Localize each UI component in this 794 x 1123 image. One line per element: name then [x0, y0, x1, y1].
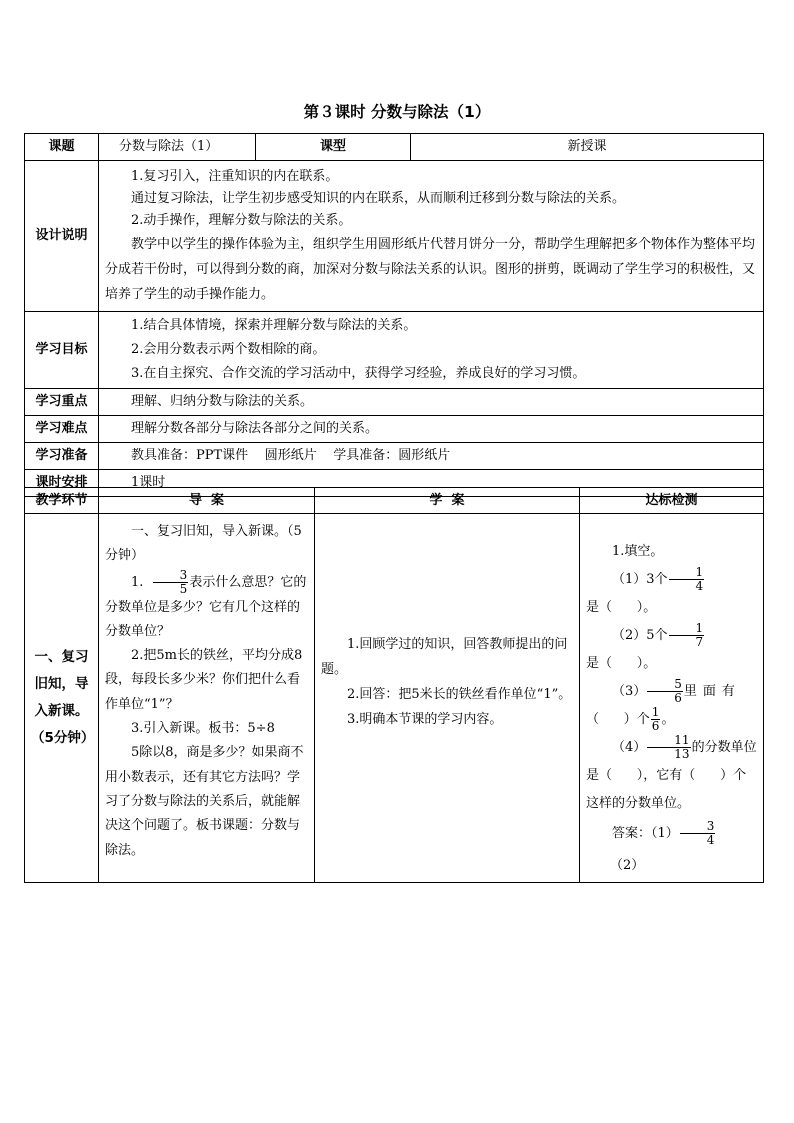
fraction-3-4 — [680, 820, 716, 847]
stage1-study — [315, 514, 580, 883]
prep-label: 学习准备 — [25, 443, 99, 470]
study-line: 3.明确本节课的学习内容。 — [347, 712, 503, 727]
lesson-info-table — [24, 133, 764, 497]
design-label: 设计说明 — [25, 161, 99, 312]
fraction-1-7 — [669, 622, 705, 649]
guide-p3: 2.把5m长的铁丝，平均分成8段，每段长多少米？你们把什么看作单位“1”？ — [105, 648, 303, 712]
guide-p2 — [105, 569, 308, 645]
guide-p2-suffix: 表示什么意思？它的分数单位是多少？它有几个这样的分数单位？ — [105, 574, 307, 639]
check-q1 — [586, 566, 757, 622]
numerator: 3 — [153, 569, 189, 583]
check-q3-cont — [586, 706, 757, 734]
q4-text: （4） — [612, 740, 647, 755]
q3-text: （3） — [612, 684, 647, 699]
col-guide-header: 导 案 — [99, 488, 315, 514]
teaching-process-table — [24, 487, 764, 883]
keti-label: 课题 — [25, 134, 99, 161]
study-line: 2.回答：把5米长的铁丝看作单位“1”。 — [347, 687, 572, 702]
fraction-3-5 — [153, 569, 189, 596]
guide-p5: 5除以8，商是多少？如果商不用小数表示，还有其它方法吗？学习了分数与除法的关系后，就能解决这个问题了。板书课题：分数与除法。 — [105, 745, 304, 858]
q3-end: 。 — [661, 712, 675, 727]
page-title: 第３课时 分数与除法（1） — [303, 103, 491, 121]
q3-blank: （ ）个 — [586, 712, 650, 727]
denominator: 4 — [695, 579, 704, 593]
design-line: 教学中以学生的操作体验为主，组织学生用圆形纸片代替月饼分一分，帮助学生理解把多个物体作为整体平均分成若干份时，可以得到分数的商，加深对分数与除法关系的认识。图形的拼剪，既调动了学生学习的积极性，又培养了学生的动手操作能力。 — [105, 236, 756, 302]
denominator: 6 — [651, 719, 660, 733]
q2-blank: 是（ ）。 — [586, 656, 657, 671]
numerator: 11 — [647, 734, 690, 748]
fraction-1-6 — [651, 706, 661, 733]
check-q2 — [586, 622, 757, 678]
denominator: 7 — [695, 635, 704, 649]
schedule-value: 1课时 — [99, 470, 764, 497]
denominator: 13 — [674, 747, 690, 761]
guide-p4: 3.引入新课。板书：5÷8 — [131, 721, 275, 737]
schedule-label: 课时安排 — [25, 470, 99, 497]
goals-label: 学习目标 — [25, 312, 99, 389]
goal-line: 2.会用分数表示两个数相除的商。 — [131, 342, 326, 357]
guide-p1: 一、复习旧知，导入新课。（5分钟） — [105, 524, 302, 564]
design-content — [99, 161, 764, 312]
q1-blank: 是（ ）。 — [586, 600, 657, 615]
goal-line: 3.在自主探究、合作交流的学习活动中，获得学习经验，养成良好的学习习惯。 — [131, 366, 586, 381]
kexing-label: 课型 — [256, 134, 411, 161]
col-stage-header: 教学环节 — [25, 488, 99, 514]
check-q4 — [586, 734, 757, 818]
q2-text: （2）5个 — [612, 628, 668, 643]
q3-text-mid: 里面有 — [683, 684, 741, 699]
check-answer — [586, 818, 757, 882]
q1-text: （1）3个 — [612, 572, 668, 587]
stage1-name: 一、复习旧知，导入新课。（5分钟） — [25, 514, 99, 883]
answer-2: （2） — [610, 858, 645, 873]
denominator: 5 — [179, 581, 188, 596]
fraction-5-6 — [647, 678, 683, 705]
difficulty-value: 理解分数各部分与除法各部分之间的关系。 — [99, 416, 764, 443]
prep-value: 教具准备：PPT课件 圆形纸片 学具准备：圆形纸片 — [99, 443, 764, 470]
design-line: 1.复习引入，注重知识的内在联系。 — [131, 168, 339, 184]
numerator: 1 — [669, 566, 705, 580]
numerator: 5 — [647, 678, 683, 692]
goal-line: 1.结合具体情境，探索并理解分数与除法的关系。 — [131, 318, 417, 333]
check-q3 — [586, 678, 757, 706]
design-line: 2.动手操作，理解分数与除法的关系。 — [131, 212, 352, 228]
col-study-header: 学 案 — [315, 488, 580, 514]
stage1-guide — [99, 514, 315, 883]
design-line: 通过复习除法，让学生初步感受知识的内在联系，从而顺利迁移到分数与除法的关系。 — [131, 190, 626, 206]
numerator: 1 — [669, 622, 705, 636]
answer-label: 答案：（1） — [612, 826, 679, 841]
q4-blank: 的分数单位是（ ），它有（ ）个这样的分数单位。 — [586, 740, 757, 811]
stage1-check — [580, 514, 764, 883]
keypoint-value: 理解、归纳分数与除法的关系。 — [99, 389, 764, 416]
check-intro: 1.填空。 — [612, 544, 664, 559]
study-line: 1.回顾学过的知识，回答教师提出的问题。 — [321, 637, 568, 677]
col-check-header: 达标检测 — [580, 488, 764, 514]
fraction-1-4 — [669, 566, 705, 593]
guide-p2-prefix: 1. — [131, 574, 152, 590]
numerator: 3 — [680, 820, 716, 834]
keti-value: 分数与除法（1） — [99, 134, 256, 161]
numerator: 1 — [651, 705, 660, 719]
kexing-value: 新授课 — [411, 134, 764, 161]
denominator: 4 — [706, 833, 715, 847]
denominator: 6 — [674, 691, 682, 705]
goals-content — [99, 312, 764, 389]
keypoint-label: 学习重点 — [25, 389, 99, 416]
difficulty-label: 学习难点 — [25, 416, 99, 443]
fraction-11-13 — [647, 734, 690, 761]
